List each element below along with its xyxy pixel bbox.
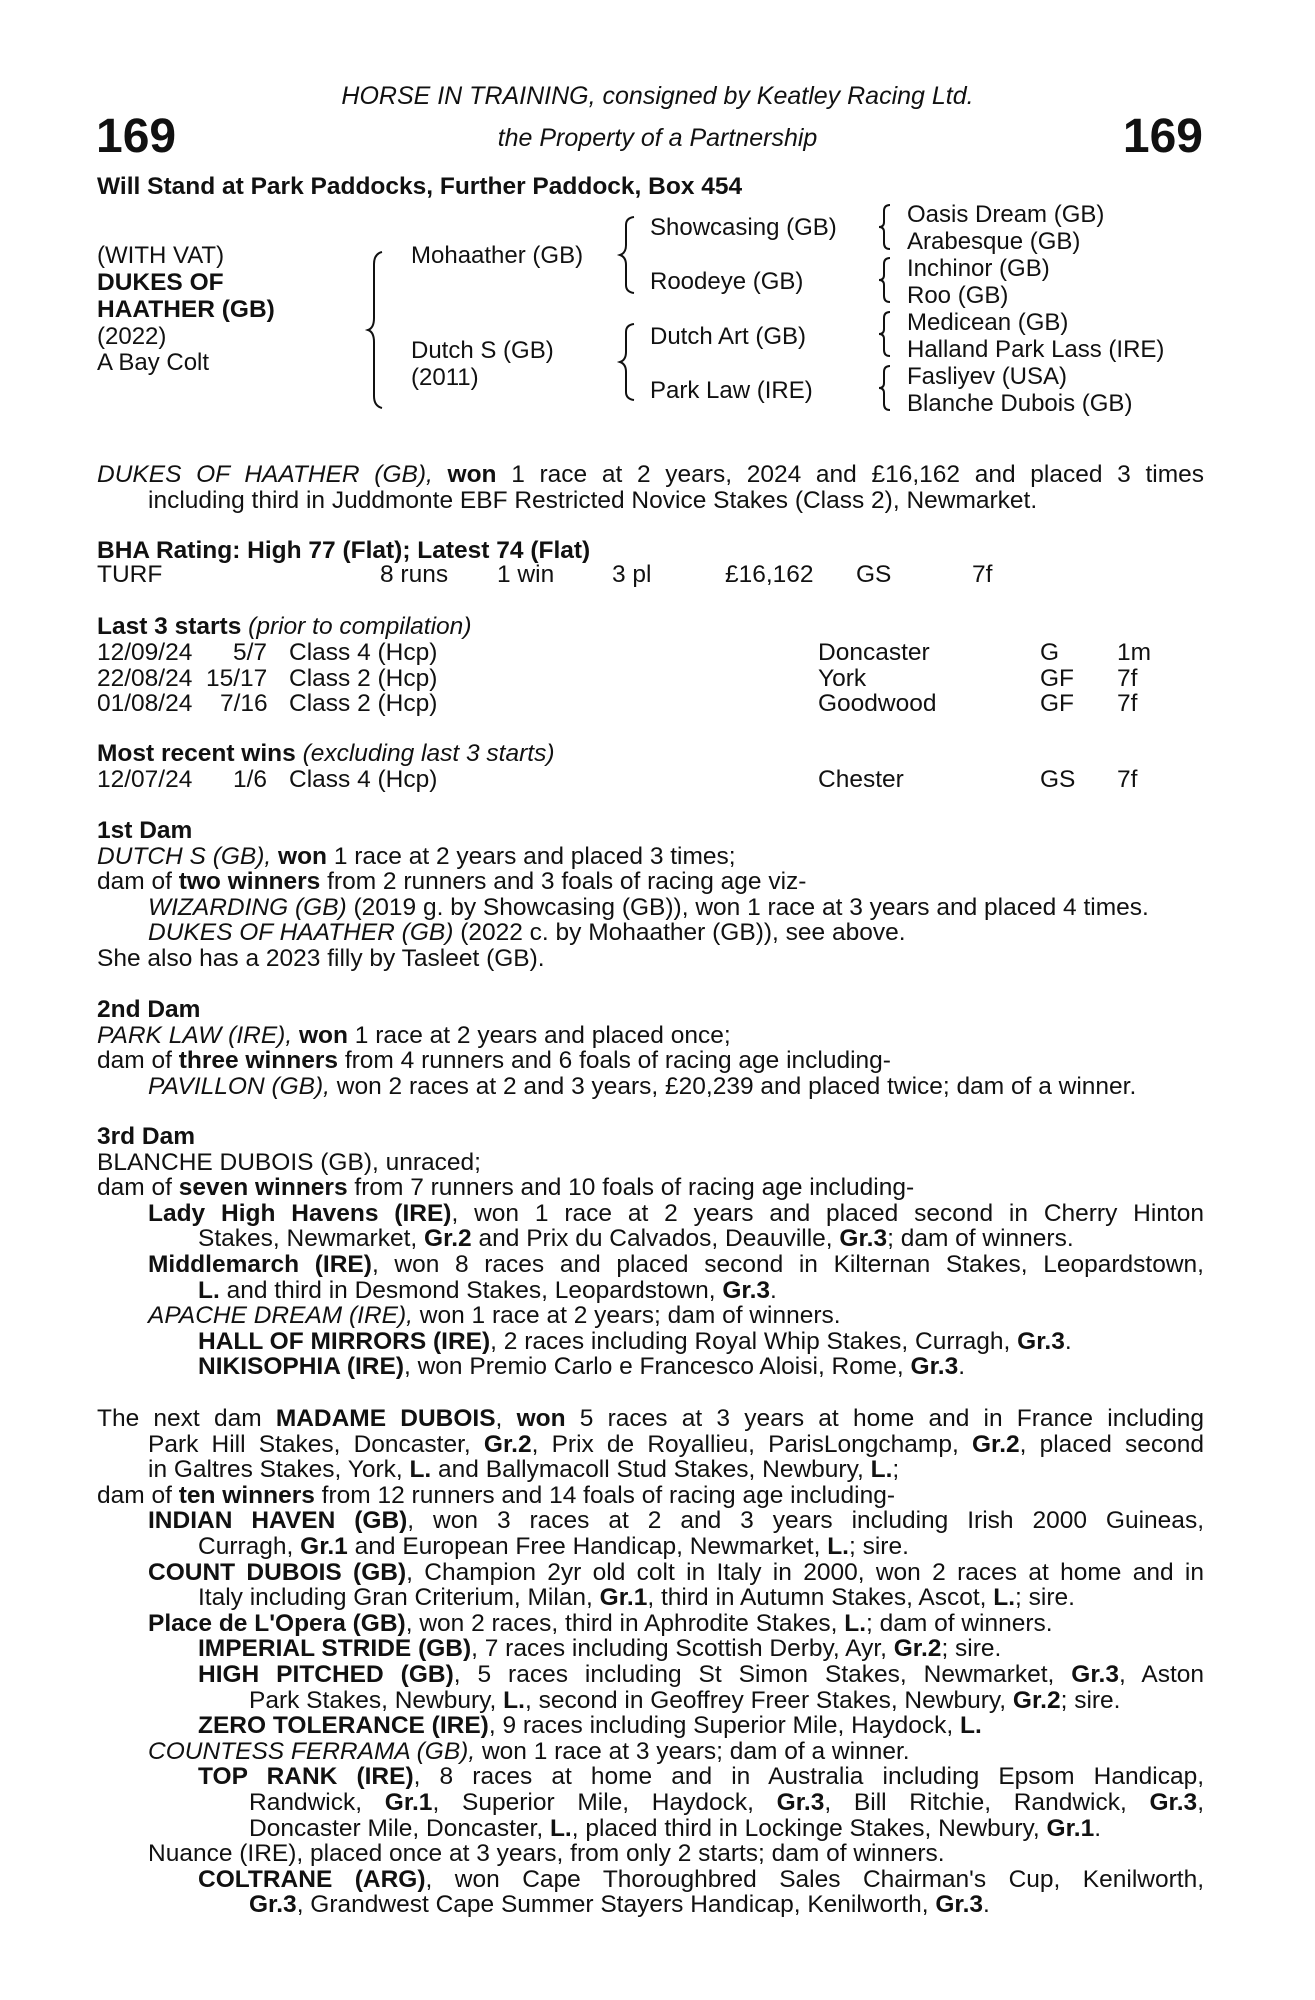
win-distance: 7f — [1117, 766, 1138, 793]
start-going: G — [1040, 639, 1060, 666]
first-dam-heading: 1st Dam — [97, 817, 193, 844]
second-dam-section: 2nd Dam PARK LAW (IRE), won 1 race at 2 years and placed once; dam of three winners from 4 runners and 6 foals of racing age including- PAVILLON (GB), won 2 races at 2 and 3 years, £20,239 and placed twice; dam of a winner. — [97, 997, 1204, 1099]
next-dam-section: The next dam MADAME DUBOIS, won 5 races at 3 years at home and in France including Park Hill Stakes, Doncaster, Gr.2, Prix de Royallieu, ParisLongchamp, Gr.2, placed second in Galtres Stakes, York, L. and Ballymacoll Stud Stakes, Newbury, L.; dam of ten winners from 12 runners and 14 foals of racing age including- INDIAN HAVEN (GB), won 3 races at 2 and 3 years including Irish 2000 Guineas, Curragh, Gr.1 and European Free Handicap, Newmarket, L.; sire. COUNT DUBOIS (GB), Champion 2yr old colt in Italy in 2000, won 2 races at home and in Italy including Gran Criterium, Milan, Gr.1, third in Autumn Stakes, Ascot, L.; sire. Place de L'Opera (GB), won 2 races, third in Aphrodite Stakes, L.; dam of winners. IMPERIAL STRIDE (GB), 7 races including Scottish Derby, Ayr, Gr.2; sire. HIGH PITCHED (GB), 5 races including St Simon Stakes, Newmarket, Gr.3, Aston Park Stakes, Newbury, L., second in Geoffrey Freer Stakes, Newbury, Gr.2; sire. ZERO TOLERANCE (IRE), 9 races including Superior Mile, Haydock, L. COUNTESS FERRAMA (GB), won 1 race at 3 years; dam of a winner. TOP RANK (IRE), 8 races at home and in Australia including Epsom Handicap, Randwick, Gr.1, Superior Mile, Haydock, Gr.3, Bill Ritchie, Randwick, Gr.3, Doncaster Mile, Doncaster, L., placed third in Lockinge Stakes, Newbury, Gr.1. Nuance (IRE), placed once at 3 years, from only 2 starts; dam of winners. COLTRANE (ARG), won Cape Thoroughbred Sales Chairman's Cup, Kenilworth, Gr.3, Grandwest Cape Summer Stayers Handicap, Kenilworth, Gr.3. — [97, 1405, 1205, 1919]
pedigree-bracket-ds — [880, 310, 896, 358]
start-date: 01/08/24 — [97, 690, 193, 717]
win-position: 1/6 — [233, 766, 268, 793]
win-going: GS — [1040, 766, 1076, 793]
horse-description: A Bay Colt — [97, 349, 210, 376]
pedigree-ds-sire: Medicean (GB) — [907, 309, 1069, 336]
start-course: Goodwood — [818, 690, 937, 717]
start-distance: 7f — [1117, 665, 1138, 692]
start-position: 7/16 — [220, 690, 268, 717]
bha-rating: BHA Rating: High 77 (Flat); Latest 74 (Flat) — [97, 537, 591, 564]
pedigree-sire-dam: Roodeye (GB) — [650, 268, 804, 295]
pedigree-dd-sire: Fasliyev (USA) — [907, 363, 1068, 390]
start-going: GF — [1040, 690, 1075, 717]
pedigree-ds-dam: Halland Park Lass (IRE) — [907, 336, 1165, 363]
pedigree-dd-dam: Blanche Dubois (GB) — [907, 390, 1133, 417]
foaling-year: (2022) — [97, 323, 167, 350]
pedigree-bracket-sire — [622, 215, 642, 295]
start-course: Doncaster — [818, 639, 930, 666]
rating-runs: 8 runs — [380, 561, 449, 588]
win-course: Chester — [818, 766, 904, 793]
start-course: York — [818, 665, 867, 692]
rating-surface: TURF — [97, 561, 163, 588]
rating-wins: 1 win — [497, 561, 555, 588]
pedigree-bracket-dd — [880, 364, 896, 412]
first-dam-section: 1st Dam DUTCH S (GB), won 1 race at 2 years and placed 3 times; dam of two winners from 2 runners and 3 foals of racing age viz- WIZARDING (GB) (2019 g. by Showcasing (GB)), won 1 race at 3 years and placed 4 times. DUKES OF HAATHER (GB) (2022 c. by Mohaather (GB)), see above. She also has a 2023 filly by Tasleet (GB). — [97, 818, 1204, 972]
start-distance: 7f — [1117, 690, 1138, 717]
pedigree-dam-sire: Dutch Art (GB) — [650, 323, 807, 350]
pedigree-bracket-sd — [880, 256, 896, 304]
property-line: the Property of a Partnership — [497, 124, 818, 152]
pedigree-sire-sire: Showcasing (GB) — [650, 214, 837, 241]
pedigree-dam: Dutch S (GB) — [411, 337, 554, 364]
consignor-line: HORSE IN TRAINING, consigned by Keatley Racing Ltd. — [341, 82, 974, 110]
third-dam-section: 3rd Dam BLANCHE DUBOIS (GB), unraced; dam of seven winners from 7 runners and 10 foals of racing age including- Lady High Havens (IRE), won 1 race at 2 years and placed second in Cherry Hinton Stakes, Newmarket, Gr.2 and Prix du Calvados, Deauville, Gr.3; dam of winners. Middlemarch (IRE), won 8 races and placed second in Kilternan Stakes, Leopardstown, L. and third in Desmond Stakes, Leopardstown, Gr.3. APACHE DREAM (IRE), won 1 race at 2 years; dam of winners. HALL OF MIRRORS (IRE), 2 races including Royal Whip Stakes, Curragh, Gr.3. NIKISOPHIA (IRE), won Premio Carlo e Francesco Aloisi, Rome, Gr.3. — [97, 1123, 1204, 1381]
pedigree-ss-sire: Oasis Dream (GB) — [907, 201, 1105, 228]
start-date: 12/09/24 — [97, 639, 193, 666]
pedigree-sire: Mohaather (GB) — [411, 242, 584, 269]
start-class: Class 2 (Hcp) — [289, 690, 438, 717]
pedigree-bracket-dam — [622, 322, 642, 402]
win-date: 12/07/24 — [97, 766, 193, 793]
pedigree-bracket-ss — [880, 203, 896, 251]
last-starts-heading: Last 3 starts (prior to compilation) — [97, 613, 472, 640]
start-date: 22/08/24 — [97, 665, 193, 692]
pedigree-sd-sire: Inchinor (GB) — [907, 255, 1050, 282]
start-position: 15/17 — [206, 665, 268, 692]
rating-placed: 3 pl — [612, 561, 652, 588]
rating-going: GS — [856, 561, 892, 588]
stand-location: Will Stand at Park Paddocks, Further Paddock, Box 454 — [97, 173, 743, 200]
start-class: Class 4 (Hcp) — [289, 639, 438, 666]
start-distance: 1m — [1117, 639, 1152, 666]
pedigree-sd-dam: Roo (GB) — [907, 282, 1009, 309]
rating-earnings: £16,162 — [725, 561, 814, 588]
rating-distance: 7f — [972, 561, 993, 588]
win-class: Class 4 (Hcp) — [289, 766, 438, 793]
race-summary: DUKES OF HAATHER (GB), won 1 race at 2 years, 2024 and £16,162 and placed 3 times including third in Juddmonte EBF Restricted Novice Stakes (Class 2), Newmarket. — [97, 461, 1204, 514]
pedigree-bracket-main — [370, 250, 390, 410]
pedigree-ss-dam: Arabesque (GB) — [907, 228, 1081, 255]
pedigree-dam-year: (2011) — [411, 364, 479, 391]
vat-note: (WITH VAT) — [97, 242, 225, 269]
second-dam-heading: 2nd Dam — [97, 996, 201, 1023]
horse-name-line2: HAATHER (GB) — [97, 296, 275, 323]
start-going: GF — [1040, 665, 1075, 692]
pedigree-dam-dam: Park Law (IRE) — [650, 377, 813, 404]
start-position: 5/7 — [233, 639, 268, 666]
recent-wins-heading: Most recent wins (excluding last 3 starts) — [97, 740, 555, 767]
lot-number-right: 169 — [1122, 110, 1203, 163]
start-class: Class 2 (Hcp) — [289, 665, 438, 692]
third-dam-heading: 3rd Dam — [97, 1123, 196, 1150]
lot-number-left: 169 — [96, 110, 177, 163]
horse-name-line1: DUKES OF — [97, 269, 224, 296]
